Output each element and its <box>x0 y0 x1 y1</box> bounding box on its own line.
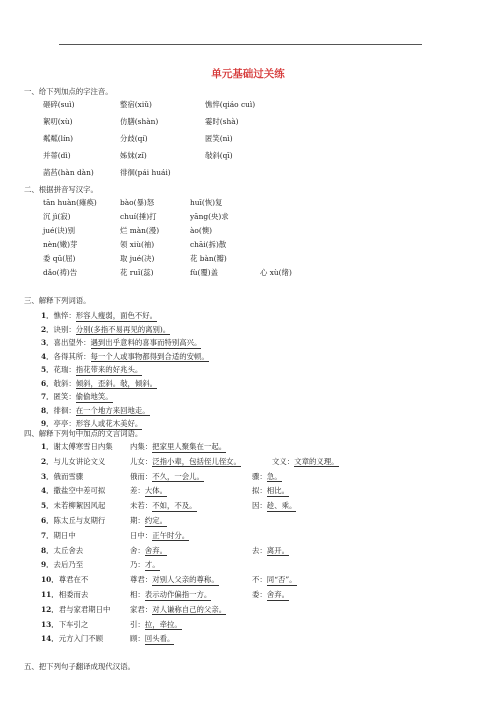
gloss-meaning: 才。 <box>144 560 160 570</box>
gloss <box>130 620 182 629</box>
gloss-term: 未若： <box>130 501 153 511</box>
source-sentence <box>41 531 76 540</box>
gloss <box>252 501 296 510</box>
gloss-term: 去： <box>252 545 267 555</box>
source-sentence <box>41 605 110 614</box>
definition: 指花带来的好兆头。 <box>75 365 143 374</box>
gloss <box>252 486 289 495</box>
sentence: 陈太丘与友期行 <box>53 516 106 525</box>
definition-row <box>41 406 150 415</box>
definition: 形容人瘦弱，面色不好。 <box>75 311 158 320</box>
pinyin-item: 分歧(qí) <box>120 134 148 143</box>
gloss-term: 拟： <box>252 486 267 496</box>
term: 匿笑： <box>53 392 76 401</box>
term: 徘徊： <box>53 405 76 415</box>
hanzi-item: 花 bàn(瓣) <box>190 254 227 263</box>
gloss <box>130 457 241 466</box>
gloss <box>130 442 226 451</box>
item-number: 12． <box>41 604 59 614</box>
sentence: 下车引之 <box>58 619 89 629</box>
item-number: 6． <box>41 516 54 525</box>
hanzi-item: chāi(拆)散 <box>190 240 227 249</box>
gloss-meaning: 离开。 <box>266 545 289 555</box>
definition-row <box>41 338 201 347</box>
hanzi-item: 花 ruǐ(蕊) <box>120 268 154 277</box>
gloss-term: 俄而： <box>130 471 153 481</box>
gloss-meaning: 对别人父亲的尊称。 <box>152 575 219 585</box>
gloss-term: 舍： <box>130 545 145 555</box>
gloss-meaning: 急。 <box>266 471 282 481</box>
hanzi-item: chuí(捶)打 <box>120 212 157 221</box>
source-sentence <box>41 472 83 481</box>
section-heading: 二、根据拼音写汉字。 <box>24 185 98 194</box>
item-number: 14． <box>41 634 59 644</box>
pinyin-item: 姊妹(zǐ) <box>120 151 147 160</box>
sentence: 俄而雪骤 <box>53 471 84 481</box>
sentence: 太丘舍去 <box>53 545 84 555</box>
gloss-term: 相： <box>130 590 145 599</box>
item-number: 5． <box>41 365 54 374</box>
source-sentence <box>41 546 83 555</box>
item-number: 4． <box>41 486 54 496</box>
gloss-term: 委： <box>252 590 267 599</box>
item-number: 8． <box>41 405 54 415</box>
term: 亭亭： <box>53 419 76 428</box>
item-number: 13． <box>41 619 59 629</box>
pinyin-item: 絮叨(xù) <box>43 117 73 126</box>
gloss-meaning: 文章的义理。 <box>294 456 339 466</box>
item-number: 10． <box>41 575 59 585</box>
hanzi-item: ào(懊) <box>190 226 213 235</box>
definition: 倾斜，歪斜。敧，倾斜。 <box>75 378 158 388</box>
sentence: 期日中 <box>53 530 76 540</box>
gloss-meaning: 大体。 <box>144 486 167 496</box>
pinyin-item: 砸碎(suì) <box>43 100 75 109</box>
definition-row <box>41 379 157 388</box>
gloss <box>130 472 204 481</box>
gloss <box>252 472 282 481</box>
definition: 每一个人或事物都得到合适的安顿。 <box>90 351 209 361</box>
gloss <box>130 501 197 510</box>
definition: 遇到出乎意料的喜事而特别高兴。 <box>90 338 202 347</box>
hanzi-item: 心 xù(绪) <box>260 268 292 277</box>
section-heading: 四、解释下列句中加点的文言词语。 <box>24 429 143 438</box>
gloss <box>252 575 297 584</box>
hanzi-item: tān huàn(瘫痪) <box>43 198 97 207</box>
term: 喜出望外： <box>53 338 91 347</box>
gloss-meaning: 泛指小辈，包括侄儿侄女。 <box>152 456 241 466</box>
gloss <box>252 590 289 599</box>
definition: 偷偷地笑。 <box>75 392 113 401</box>
gloss <box>130 605 226 614</box>
item-number: 2． <box>41 456 54 466</box>
source-sentence <box>41 516 105 525</box>
gloss-meaning: 舍弃。 <box>266 590 289 599</box>
item-number: 8． <box>41 545 54 555</box>
gloss <box>252 546 289 555</box>
gloss-term: 日中： <box>130 530 153 540</box>
gloss-term: 内集： <box>130 442 153 451</box>
source-sentence <box>41 590 88 599</box>
source-sentence <box>41 620 88 629</box>
gloss <box>130 531 189 540</box>
hanzi-item: 沉 jì(寂) <box>43 212 71 221</box>
gloss-term: 骤： <box>252 471 267 481</box>
hanzi-item: yāng(央)求 <box>190 212 229 221</box>
source-sentence <box>41 634 103 643</box>
item-number: 11． <box>41 590 59 599</box>
source-sentence <box>41 501 105 510</box>
definition-row <box>41 392 113 401</box>
section-heading: 一、给下列加点的字注音。 <box>24 87 113 96</box>
sentence: 尊君在不 <box>58 575 89 585</box>
pinyin-item: 粼粼(lín) <box>43 134 74 143</box>
gloss-meaning: 相比。 <box>266 486 289 496</box>
item-number: 3． <box>41 338 54 347</box>
pinyin-item: 敧斜(qī) <box>205 151 233 160</box>
header-rule <box>59 44 422 45</box>
item-number: 4． <box>41 351 54 361</box>
item-number: 1． <box>41 311 54 320</box>
term: 花瑞： <box>53 365 76 374</box>
pinyin-item: 并蒂(dì) <box>43 151 71 160</box>
gloss-meaning: 约定。 <box>144 516 167 525</box>
definition: 分别(多指不易再见的离别)。 <box>75 324 171 334</box>
gloss-meaning: 同“否”。 <box>266 575 297 585</box>
hanzi-item: huī(恢)复 <box>190 198 223 207</box>
gloss-meaning: 不如，不及。 <box>152 501 197 511</box>
term: 诀别： <box>53 324 76 334</box>
gloss-meaning: 表示动作偏指一方。 <box>144 590 212 599</box>
gloss-meaning: 对人谦称自己的父亲。 <box>152 604 227 614</box>
gloss-meaning: 回头看。 <box>144 634 175 644</box>
gloss-term: 不： <box>252 575 267 585</box>
gloss-term: 乃： <box>130 560 145 570</box>
item-number: 7． <box>41 392 54 401</box>
source-sentence <box>41 486 105 495</box>
hanzi-item: 委 qū(屈) <box>43 254 76 263</box>
definition-row <box>41 352 209 361</box>
item-number: 1． <box>41 442 54 451</box>
gloss-term: 家君： <box>130 604 153 614</box>
section-heading: 三、解释下列词语。 <box>24 296 91 305</box>
gloss-meaning: 不久，一会儿。 <box>152 471 204 481</box>
sentence: 谢太傅寒雪日内集 <box>53 442 113 451</box>
item-number: 6． <box>41 378 54 388</box>
item-number: 9． <box>41 560 54 570</box>
hanzi-item: bào(暴)怒 <box>120 198 155 207</box>
hanzi-item: dǎo(祷)告 <box>43 268 78 277</box>
hanzi-item: nèn(嫩)芽 <box>43 240 78 249</box>
page-title: 单元基础过关练 <box>211 68 285 80</box>
sentence: 相委而去 <box>58 590 89 599</box>
source-sentence <box>41 560 83 569</box>
item-number: 7． <box>41 530 54 540</box>
gloss-meaning: 舍弃。 <box>144 545 167 555</box>
gloss-meaning: 把家里人聚集在一起。 <box>152 442 227 451</box>
source-sentence <box>41 442 113 451</box>
item-number: 2． <box>41 324 54 334</box>
gloss-meaning: 拉，牵拉。 <box>144 619 182 629</box>
gloss <box>130 546 167 555</box>
definition: 形容人或花木美好。 <box>75 419 143 428</box>
gloss-meaning: 正午时分。 <box>152 530 190 540</box>
gloss <box>130 560 160 569</box>
definition-row <box>41 419 142 428</box>
definition-row <box>41 325 170 334</box>
sentence: 君与家君期日中 <box>58 604 111 614</box>
sentence: 未若柳絮因风起 <box>53 501 106 511</box>
hanzi-item: 烂 màn(漫) <box>120 226 160 235</box>
pinyin-item: 整宿(xiǔ) <box>120 100 152 109</box>
hanzi-item: fù(覆)盖 <box>190 268 219 277</box>
source-sentence <box>41 457 105 466</box>
sentence: 元方入门不顾 <box>58 634 104 644</box>
pinyin-item: 仿膳(shàn) <box>120 117 159 126</box>
sentence: 去后乃至 <box>53 560 84 570</box>
gloss <box>272 457 339 466</box>
item-number: 5． <box>41 501 54 511</box>
hanzi-item: 领 xiù(袖) <box>120 240 155 249</box>
gloss-term: 期： <box>130 516 145 525</box>
pinyin-item: 霎时(shà) <box>205 117 239 126</box>
gloss-term: 差： <box>130 486 145 496</box>
pinyin-item: 憔悴(qiáo cuì) <box>205 100 256 109</box>
gloss-term: 顾： <box>130 634 145 644</box>
term: 憔悴： <box>53 311 76 320</box>
item-number: 9． <box>41 419 54 428</box>
gloss-term: 儿女： <box>130 456 153 466</box>
term: 各得其所： <box>53 351 91 361</box>
definition-row <box>41 311 157 320</box>
gloss-term: 文义： <box>272 456 295 466</box>
gloss <box>130 516 167 525</box>
gloss-meaning: 趁、乘。 <box>266 501 297 511</box>
section-heading: 五、把下列句子翻译成现代汉语。 <box>24 662 135 671</box>
gloss-term: 因： <box>252 501 267 511</box>
gloss <box>130 590 211 599</box>
pinyin-item: 菡萏(hàn dàn) <box>43 168 94 177</box>
term: 敧斜： <box>53 378 76 388</box>
sentence: 与儿女讲论文义 <box>53 456 106 466</box>
definition: 在一个地方来回地走。 <box>75 405 150 415</box>
gloss <box>130 634 174 643</box>
hanzi-item: jué(诀)别 <box>43 226 75 235</box>
definition-row <box>41 365 142 374</box>
gloss-term: 引： <box>130 619 145 629</box>
pinyin-item: 匿笑(nì) <box>205 134 233 143</box>
gloss <box>130 575 219 584</box>
item-number: 3． <box>41 471 54 481</box>
source-sentence <box>41 575 88 584</box>
gloss-term: 尊君： <box>130 575 153 585</box>
pinyin-item: 徘徊(pái huái) <box>120 168 171 177</box>
sentence: 撒盐空中差可拟 <box>53 486 106 496</box>
gloss <box>130 486 167 495</box>
hanzi-item: 取 jué(决) <box>120 254 155 263</box>
